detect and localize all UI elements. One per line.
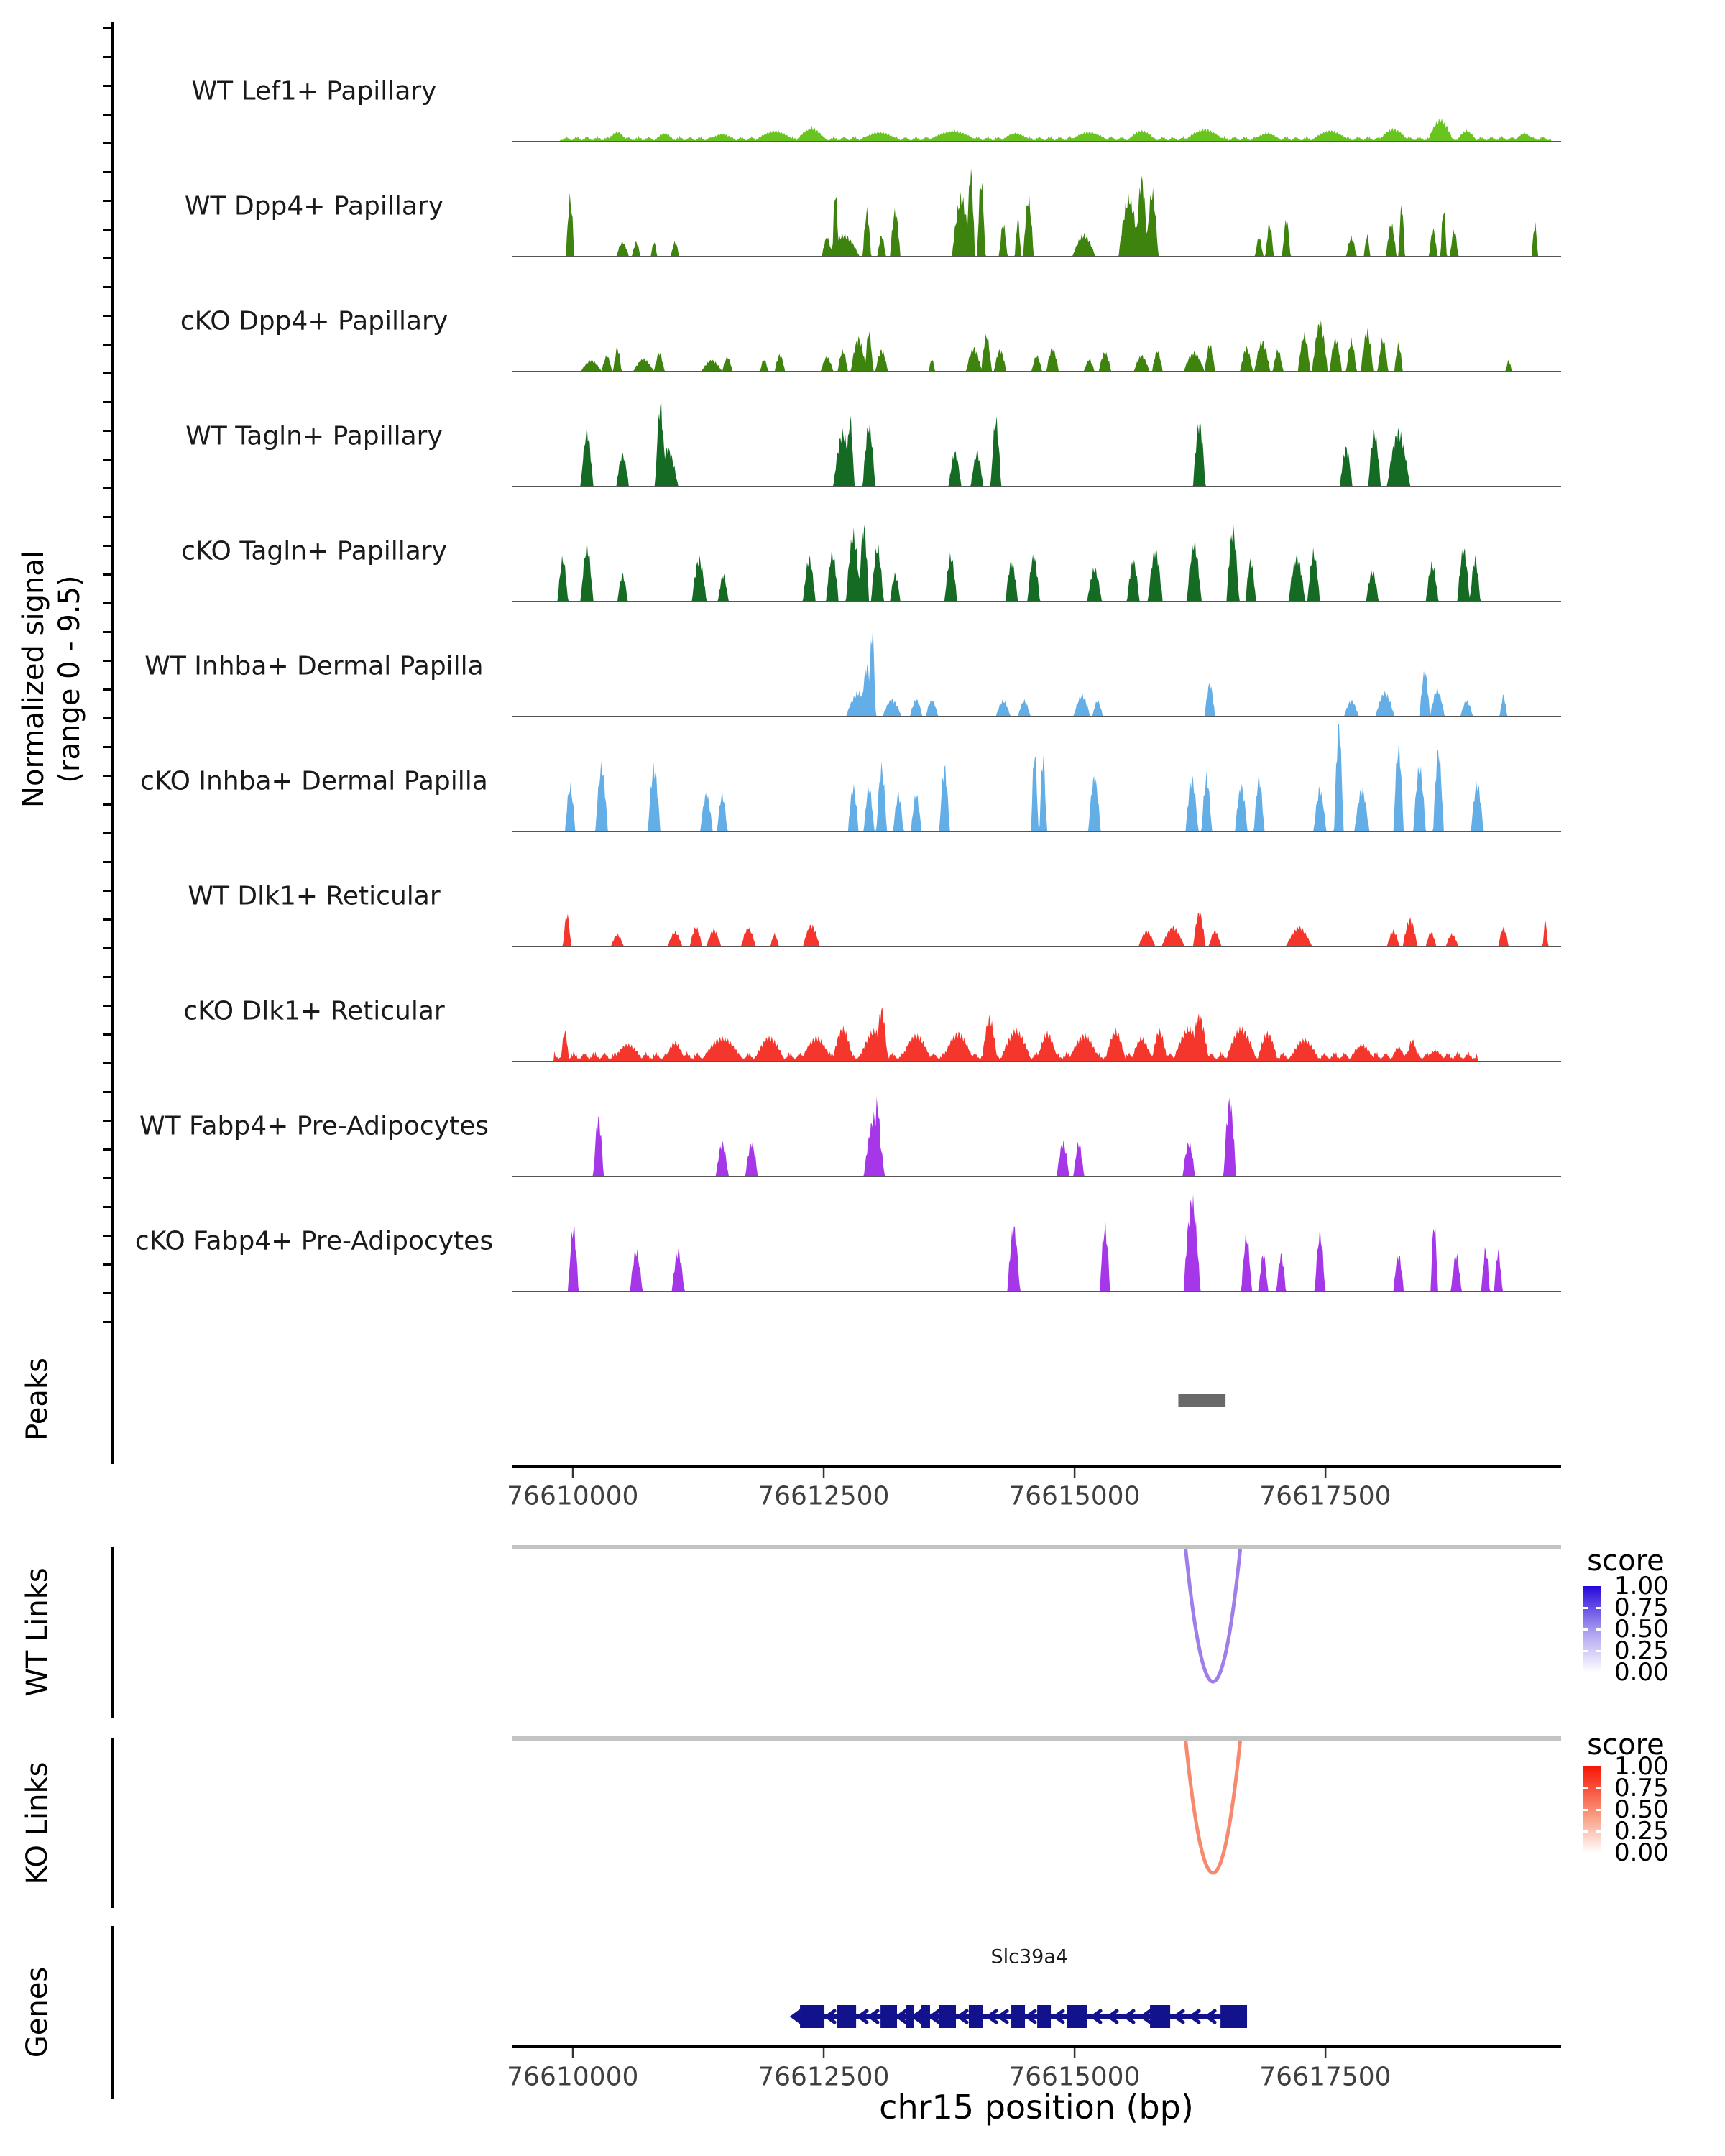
x-axis-tick-0-2	[1074, 1468, 1076, 1478]
signal-axis-tick	[103, 171, 111, 173]
track-label-7: WT Dlk1+ Reticular	[188, 881, 441, 911]
legend-gradient-tick	[1596, 1650, 1601, 1652]
signal-axis-tick	[103, 344, 111, 346]
signal-axis-title-line1: Normalized signal	[17, 550, 50, 808]
gene-exon-2	[880, 2005, 897, 2028]
gene-exon-1	[837, 2005, 856, 2028]
section-label-wt-links: WT Links	[21, 1567, 54, 1697]
signal-axis-tick	[103, 1263, 111, 1266]
signal-axis-tick	[103, 315, 111, 317]
legend-tick-label: 0.00	[1614, 1838, 1669, 1867]
signal-area-8	[512, 1007, 1561, 1061]
signal-axis-tick	[103, 1177, 111, 1179]
x-axis-tick-label-0-2: 76615000	[1008, 1481, 1141, 1511]
x-axis-tick-label-0-1: 76612500	[758, 1481, 890, 1511]
x-axis-tick-label-1-2: 76615000	[1008, 2062, 1141, 2092]
legend-gradient-tick	[1583, 1830, 1588, 1833]
track-label-2: cKO Dpp4+ Papillary	[180, 306, 448, 336]
signal-axis-tick	[103, 1091, 111, 1093]
signal-axis-tick	[103, 775, 111, 777]
legend-tick-label: 0.50	[1614, 1795, 1669, 1824]
track-label-6: cKO Inhba+ Dermal Papilla	[140, 766, 488, 796]
x-axis-tick-0-0	[572, 1468, 574, 1478]
signal-area-9	[512, 1097, 1561, 1177]
signal-axis-tick	[103, 200, 111, 202]
legend-tick-label: 0.25	[1614, 1636, 1669, 1665]
x-axis-tick-0-3	[1325, 1468, 1327, 1478]
legend-gradient-tick	[1596, 1809, 1601, 1811]
signal-axis-tick	[103, 27, 111, 29]
legend-gradient-tick	[1583, 1787, 1588, 1789]
x-axis-tick-label-1-3: 76617500	[1259, 2062, 1392, 2092]
signal-axis-tick	[103, 85, 111, 87]
ko-link-arc	[1186, 1741, 1241, 1873]
wt-links-legend-title: score	[1587, 1544, 1665, 1577]
wt-link-arc	[1186, 1549, 1241, 1682]
x-axis-line-1	[512, 2045, 1561, 2048]
x-axis-tick-label-1-1: 76612500	[758, 2062, 890, 2092]
signal-axis-title-line2: (range 0 - 9.5)	[53, 575, 86, 783]
ko-links-legend-title: score	[1587, 1728, 1665, 1761]
signal-axis-tick	[103, 1062, 111, 1064]
x-axis-tick-label-1-0: 76610000	[507, 2062, 639, 2092]
signal-axis-tick	[103, 1005, 111, 1007]
signal-area-1	[512, 168, 1561, 257]
x-axis-tick-1-2	[1074, 2048, 1076, 2058]
signal-axis-tick	[103, 142, 111, 144]
section-label-peaks: Peaks	[21, 1358, 54, 1441]
track-label-4: cKO Tagln+ Papillary	[181, 536, 447, 566]
x-axis-tick-0-1	[823, 1468, 825, 1478]
legend-gradient-tick	[1596, 1628, 1601, 1631]
legend-tick-label: 0.50	[1614, 1615, 1669, 1644]
signal-axis-tick	[103, 976, 111, 978]
gene-exon-8	[1037, 2005, 1051, 2028]
x-axis-tick-1-0	[572, 2048, 574, 2058]
legend-gradient-tick	[1583, 1628, 1588, 1631]
x-axis-line-0	[512, 1465, 1561, 1468]
signal-axis-tick	[103, 257, 111, 259]
signal-axis-tick	[103, 1321, 111, 1323]
x-axis-tick-1-3	[1325, 2048, 1327, 2058]
signal-axis-tick	[103, 1235, 111, 1237]
bracket-peaks	[111, 1335, 114, 1464]
track-label-0: WT Lef1+ Papillary	[191, 76, 437, 106]
x-axis-tick-label-0-0: 76610000	[507, 1481, 639, 1511]
legend-tick-label: 0.00	[1614, 1658, 1669, 1687]
signal-axis-tick	[103, 631, 111, 633]
signal-axis-tick	[103, 947, 111, 949]
track-label-10: cKO Fabp4+ Pre-Adipocytes	[134, 1226, 494, 1256]
signal-axis-tick	[103, 372, 111, 374]
signal-axis-tick	[103, 516, 111, 518]
signal-axis-tick	[103, 573, 111, 576]
gene-exon-6	[969, 2005, 983, 2028]
signal-axis-tick	[103, 832, 111, 834]
gene-exon-5	[939, 2005, 956, 2028]
gene-exon-9	[1067, 2005, 1087, 2028]
signal-area-7	[512, 913, 1561, 946]
legend-tick-label: 1.00	[1614, 1572, 1669, 1600]
signal-axis-tick	[103, 861, 111, 863]
gene-exon-10	[1150, 2005, 1170, 2028]
track-label-1: WT Dpp4+ Papillary	[184, 191, 444, 221]
signal-axis-tick	[103, 688, 111, 691]
signal-axis-tick	[103, 717, 111, 719]
bracket-wt-links	[111, 1547, 114, 1718]
signal-axis-tick	[103, 459, 111, 461]
signal-axis-tick	[103, 114, 111, 116]
track-label-9: WT Fabp4+ Pre-Adipocytes	[139, 1111, 489, 1141]
gene-exon-11	[1220, 2005, 1247, 2028]
legend-gradient-tick	[1596, 1830, 1601, 1833]
legend-gradient-tick	[1583, 1809, 1588, 1811]
section-label-ko-links: KO Links	[21, 1761, 54, 1885]
track-label-3: WT Tagln+ Papillary	[185, 421, 443, 451]
track-label-5: WT Inhba+ Dermal Papilla	[144, 651, 484, 681]
legend-gradient-tick	[1583, 1607, 1588, 1609]
signal-axis-tick	[103, 1148, 111, 1151]
legend-tick-label: 0.75	[1614, 1593, 1669, 1622]
legend-gradient-tick	[1583, 1650, 1588, 1652]
signal-axis-title	[16, 550, 88, 808]
signal-area-6	[512, 724, 1561, 831]
signal-axis-tick	[103, 430, 111, 432]
signal-area-10	[512, 1194, 1561, 1291]
signal-axis-tick	[103, 890, 111, 892]
signal-area-4	[512, 522, 1561, 602]
legend-tick-label: 0.25	[1614, 1817, 1669, 1846]
signal-area-2	[512, 320, 1561, 372]
signal-axis-tick	[103, 1120, 111, 1122]
x-axis-tick-label-0-3: 76617500	[1259, 1481, 1392, 1511]
signal-axis-tick	[103, 487, 111, 489]
signal-axis-tick	[103, 803, 111, 806]
x-axis-title: chr15 position (bp)	[879, 2088, 1194, 2127]
signal-area-3	[512, 400, 1561, 487]
legend-gradient-tick	[1596, 1607, 1601, 1609]
gene-exon-0	[800, 2005, 824, 2028]
signal-axis-tick	[103, 56, 111, 58]
signal-axis-tick	[103, 746, 111, 748]
signal-axis-line	[111, 22, 114, 1338]
gene-exon-7	[1011, 2005, 1025, 2028]
signal-axis-tick	[103, 286, 111, 288]
signal-axis-tick	[103, 602, 111, 604]
legend-tick-label: 0.75	[1614, 1774, 1669, 1802]
bracket-genes	[111, 1926, 114, 2099]
signal-axis-tick	[103, 545, 111, 547]
section-label-genes: Genes	[21, 1966, 54, 2058]
signal-axis-tick	[103, 1206, 111, 1208]
signal-axis-tick	[103, 660, 111, 662]
signal-axis-tick	[103, 1033, 111, 1036]
signal-axis-tick	[103, 1292, 111, 1294]
track-label-8: cKO Dlk1+ Reticular	[183, 996, 445, 1026]
legend-tick-label: 1.00	[1614, 1752, 1669, 1781]
bracket-ko-links	[111, 1738, 114, 1908]
gene-name-label: Slc39a4	[990, 1945, 1069, 1968]
legend-gradient-tick	[1596, 1787, 1601, 1789]
signal-axis-tick	[103, 918, 111, 921]
x-axis-tick-1-1	[823, 2048, 825, 2058]
signal-axis-tick	[103, 229, 111, 231]
peak-interval	[1178, 1394, 1225, 1407]
signal-area-0	[512, 118, 1561, 142]
signal-axis-tick	[103, 401, 111, 403]
signal-area-5	[512, 628, 1561, 717]
